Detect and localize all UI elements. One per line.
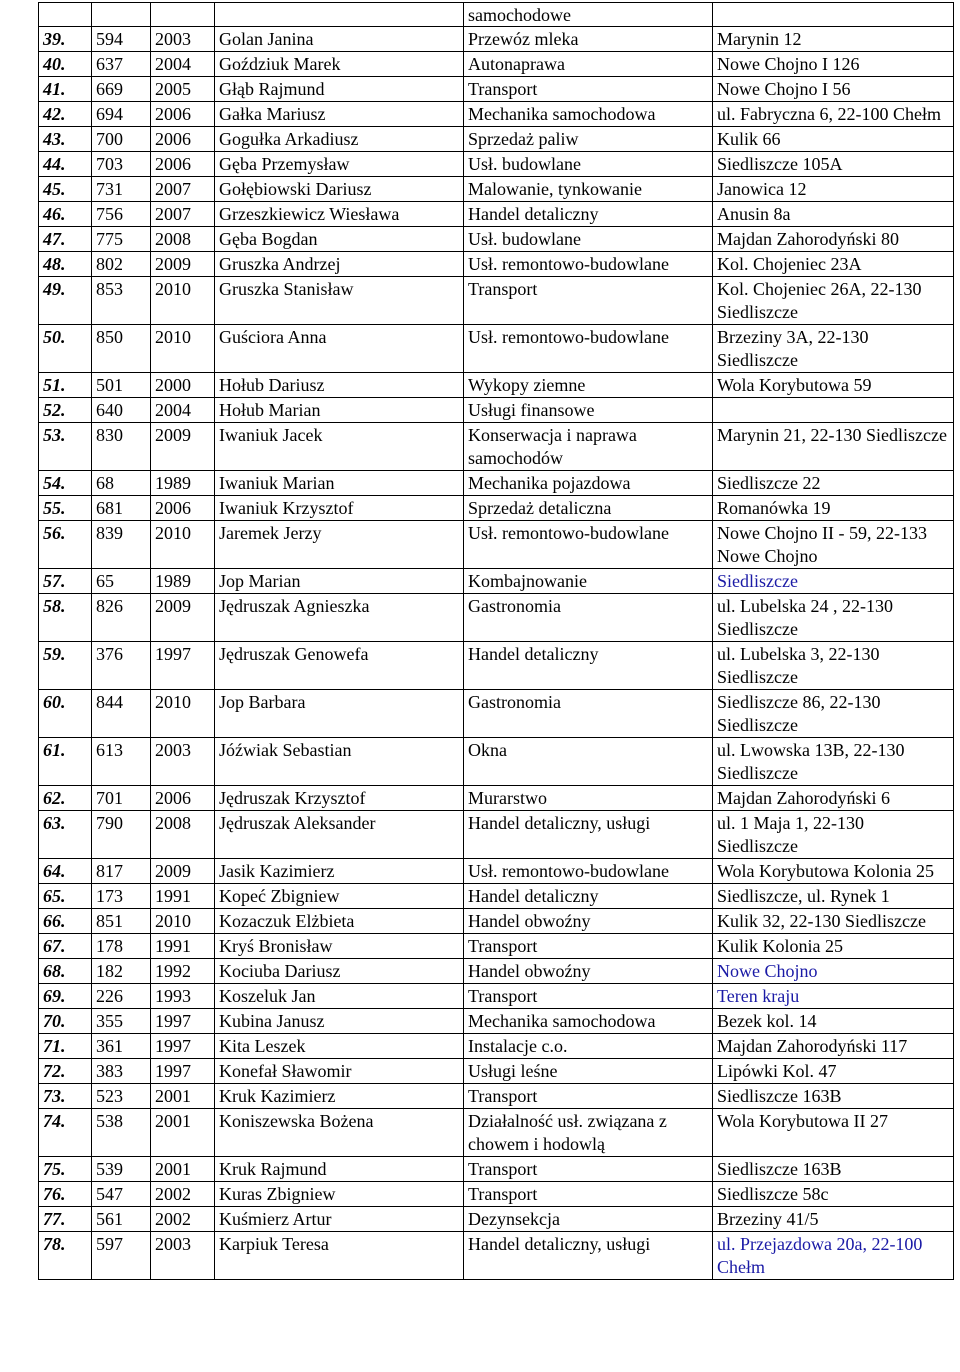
address-cell: Teren kraju (713, 984, 954, 1009)
lp-cell: 44. (39, 152, 92, 177)
name-cell: Gęba Bogdan (215, 227, 464, 252)
year-cell: 2002 (151, 1182, 215, 1207)
number-cell: 853 (92, 277, 151, 325)
activity-cell: Usługi leśne (464, 1059, 713, 1084)
address-cell: ul. Lubelska 3, 22-130 Siedliszcze (713, 642, 954, 690)
year-cell: 2010 (151, 521, 215, 569)
document-page (38, 2, 953, 1280)
year-cell: 1993 (151, 984, 215, 1009)
lp-cell: 76. (39, 1182, 92, 1207)
table-row (39, 1059, 954, 1084)
number-cell: 361 (92, 1034, 151, 1059)
number-cell: 640 (92, 398, 151, 423)
table-row (39, 984, 954, 1009)
lp-cell: 47. (39, 227, 92, 252)
activity-cell: samochodowe (464, 3, 713, 27)
activity-cell: Instalacje c.o. (464, 1034, 713, 1059)
activity-cell: Wykopy ziemne (464, 373, 713, 398)
activity-cell: Transport (464, 1084, 713, 1109)
number-cell: 523 (92, 1084, 151, 1109)
number-cell: 561 (92, 1207, 151, 1232)
name-cell: Iwaniuk Krzysztof (215, 496, 464, 521)
table-row (39, 102, 954, 127)
number-cell: 839 (92, 521, 151, 569)
name-cell: Gołębiowski Dariusz (215, 177, 464, 202)
table-row (39, 252, 954, 277)
address-cell: Nowe Chojno I 56 (713, 77, 954, 102)
address-cell: Majdan Zahorodyński 6 (713, 786, 954, 811)
activity-cell: Kombajnowanie (464, 569, 713, 594)
activity-cell: Handel detaliczny (464, 642, 713, 690)
number-cell: 226 (92, 984, 151, 1009)
number-cell: 700 (92, 127, 151, 152)
address-cell: Romanówka 19 (713, 496, 954, 521)
number-cell: 613 (92, 738, 151, 786)
lp-cell: 77. (39, 1207, 92, 1232)
year-cell: 2003 (151, 27, 215, 52)
address-cell: Bezek kol. 14 (713, 1009, 954, 1034)
lp-cell: 39. (39, 27, 92, 52)
activity-cell: Handel detaliczny (464, 202, 713, 227)
activity-cell: Handel detaliczny, usługi (464, 1232, 713, 1280)
name-cell: Iwaniuk Marian (215, 471, 464, 496)
activity-cell: Usł. budowlane (464, 152, 713, 177)
lp-cell: 75. (39, 1157, 92, 1182)
activity-cell: Transport (464, 1182, 713, 1207)
table-row (39, 859, 954, 884)
address-cell: Nowe Chojno (713, 959, 954, 984)
year-cell: 2009 (151, 252, 215, 277)
table-row (39, 934, 954, 959)
year-cell: 2007 (151, 202, 215, 227)
activity-cell: Transport (464, 77, 713, 102)
table-row (39, 909, 954, 934)
address-cell: Majdan Zahorodyński 80 (713, 227, 954, 252)
name-cell: Kita Leszek (215, 1034, 464, 1059)
address-cell: Nowe Chojno I 126 (713, 52, 954, 77)
address-cell: Marynin 12 (713, 27, 954, 52)
address-cell: Lipówki Kol. 47 (713, 1059, 954, 1084)
lp-cell: 43. (39, 127, 92, 152)
table-row (39, 227, 954, 252)
table-row (39, 1182, 954, 1207)
address-cell: ul. Lubelska 24 , 22-130 Siedliszcze (713, 594, 954, 642)
address-cell: Kulik Kolonia 25 (713, 934, 954, 959)
table-row (39, 1034, 954, 1059)
name-cell: Gęba Przemysław (215, 152, 464, 177)
table-row (39, 398, 954, 423)
name-cell: Kruk Rajmund (215, 1157, 464, 1182)
lp-cell: 62. (39, 786, 92, 811)
number-cell: 355 (92, 1009, 151, 1034)
number-cell: 637 (92, 52, 151, 77)
name-cell: Kuras Zbigniew (215, 1182, 464, 1207)
activity-cell: Usł. remontowo-budowlane (464, 521, 713, 569)
number-cell: 501 (92, 373, 151, 398)
table-row (39, 52, 954, 77)
name-cell: Jóźwiak Sebastian (215, 738, 464, 786)
lp-cell: 41. (39, 77, 92, 102)
name-cell: Jasik Kazimierz (215, 859, 464, 884)
continuation-row (39, 3, 954, 27)
lp-cell: 70. (39, 1009, 92, 1034)
year-cell: 1997 (151, 1059, 215, 1084)
address-cell: Siedliszcze 105A (713, 152, 954, 177)
activity-cell: Gastronomia (464, 690, 713, 738)
activity-cell: Działalność usł. związana z chowem i hodowlą (464, 1109, 713, 1157)
name-cell: Karpiuk Teresa (215, 1232, 464, 1280)
name-cell: Hołub Marian (215, 398, 464, 423)
lp-cell: 58. (39, 594, 92, 642)
address-cell: Anusin 8a (713, 202, 954, 227)
year-cell: 1991 (151, 884, 215, 909)
number-cell: 851 (92, 909, 151, 934)
lp-cell: 61. (39, 738, 92, 786)
lp-cell: 65. (39, 884, 92, 909)
lp-cell: 52. (39, 398, 92, 423)
name-cell: Iwaniuk Jacek (215, 423, 464, 471)
table-row (39, 202, 954, 227)
number-cell: 731 (92, 177, 151, 202)
year-cell: 2010 (151, 909, 215, 934)
lp-cell: 48. (39, 252, 92, 277)
name-cell: Jop Marian (215, 569, 464, 594)
number-cell: 669 (92, 77, 151, 102)
table-row (39, 959, 954, 984)
address-cell: Janowica 12 (713, 177, 954, 202)
address-cell: Wola Korybutowa Kolonia 25 (713, 859, 954, 884)
lp-cell: 74. (39, 1109, 92, 1157)
table-row (39, 152, 954, 177)
lp-cell: 56. (39, 521, 92, 569)
year-cell: 2006 (151, 102, 215, 127)
lp-cell: 54. (39, 471, 92, 496)
year-cell: 2009 (151, 594, 215, 642)
lp-cell: 60. (39, 690, 92, 738)
activity-cell: Transport (464, 277, 713, 325)
lp-cell: 71. (39, 1034, 92, 1059)
name-cell: Kociuba Dariusz (215, 959, 464, 984)
name-cell: Jędruszak Agnieszka (215, 594, 464, 642)
lp-cell (39, 3, 92, 27)
name-cell: Gałka Mariusz (215, 102, 464, 127)
lp-cell: 45. (39, 177, 92, 202)
number-cell: 830 (92, 423, 151, 471)
year-cell: 2008 (151, 811, 215, 859)
address-cell: Wola Korybutowa II 27 (713, 1109, 954, 1157)
activity-cell: Malowanie, tynkowanie (464, 177, 713, 202)
number-cell: 850 (92, 325, 151, 373)
table-row (39, 496, 954, 521)
lp-cell: 78. (39, 1232, 92, 1280)
name-cell: Guściora Anna (215, 325, 464, 373)
name-cell: Jędruszak Aleksander (215, 811, 464, 859)
number-cell: 65 (92, 569, 151, 594)
name-cell: Koniszewska Bożena (215, 1109, 464, 1157)
number-cell: 594 (92, 27, 151, 52)
activity-cell: Transport (464, 984, 713, 1009)
activity-cell: Handel obwoźny (464, 959, 713, 984)
activity-cell: Handel detaliczny (464, 884, 713, 909)
address-cell: Kulik 32, 22-130 Siedliszcze (713, 909, 954, 934)
activity-cell: Usł. remontowo-budowlane (464, 325, 713, 373)
activity-cell: Dezynsekcja (464, 1207, 713, 1232)
address-cell: Marynin 21, 22-130 Siedliszcze (713, 423, 954, 471)
year-cell: 2006 (151, 127, 215, 152)
year-cell: 2008 (151, 227, 215, 252)
table-row (39, 1084, 954, 1109)
table-row (39, 1157, 954, 1182)
lp-cell: 69. (39, 984, 92, 1009)
name-cell: Kopeć Zbigniew (215, 884, 464, 909)
name-cell: Kubina Janusz (215, 1009, 464, 1034)
number-cell: 539 (92, 1157, 151, 1182)
table-row (39, 811, 954, 859)
lp-cell: 42. (39, 102, 92, 127)
activity-cell: Handel obwoźny (464, 909, 713, 934)
address-cell: Brzeziny 41/5 (713, 1207, 954, 1232)
number-cell: 790 (92, 811, 151, 859)
activity-cell: Autonaprawa (464, 52, 713, 77)
number-cell: 538 (92, 1109, 151, 1157)
business-registry-table (38, 2, 954, 1280)
address-cell: Siedliszcze (713, 569, 954, 594)
table-row (39, 277, 954, 325)
activity-cell: Okna (464, 738, 713, 786)
number-cell: 756 (92, 202, 151, 227)
lp-cell: 49. (39, 277, 92, 325)
activity-cell: Murarstwo (464, 786, 713, 811)
address-cell: Siedliszcze 163B (713, 1157, 954, 1182)
number-cell: 802 (92, 252, 151, 277)
number-cell: 775 (92, 227, 151, 252)
name-cell: Koszeluk Jan (215, 984, 464, 1009)
address-cell (713, 398, 954, 423)
year-cell: 2001 (151, 1157, 215, 1182)
table-row (39, 1009, 954, 1034)
number-cell: 597 (92, 1232, 151, 1280)
address-cell: Siedliszcze, ul. Rynek 1 (713, 884, 954, 909)
table-row (39, 127, 954, 152)
number-cell: 701 (92, 786, 151, 811)
table-row (39, 471, 954, 496)
year-cell: 2007 (151, 177, 215, 202)
number-cell: 178 (92, 934, 151, 959)
table-row (39, 373, 954, 398)
activity-cell: Mechanika pojazdowa (464, 471, 713, 496)
name-cell: Gruszka Stanisław (215, 277, 464, 325)
activity-cell: Usł. budowlane (464, 227, 713, 252)
number-cell: 681 (92, 496, 151, 521)
year-cell: 2009 (151, 859, 215, 884)
number-cell: 547 (92, 1182, 151, 1207)
lp-cell: 64. (39, 859, 92, 884)
name-cell: Gruszka Andrzej (215, 252, 464, 277)
name-cell: Kryś Bronisław (215, 934, 464, 959)
year-cell: 2010 (151, 277, 215, 325)
activity-cell: Usługi finansowe (464, 398, 713, 423)
year-cell: 2006 (151, 496, 215, 521)
table-row (39, 177, 954, 202)
year-cell: 2010 (151, 325, 215, 373)
year-cell: 1997 (151, 1034, 215, 1059)
name-cell: Hołub Dariusz (215, 373, 464, 398)
lp-cell: 51. (39, 373, 92, 398)
year-cell: 1989 (151, 569, 215, 594)
year-cell: 2004 (151, 52, 215, 77)
year-cell: 1989 (151, 471, 215, 496)
lp-cell: 55. (39, 496, 92, 521)
name-cell: Konefał Sławomir (215, 1059, 464, 1084)
name-cell: Golan Janina (215, 27, 464, 52)
table-row (39, 642, 954, 690)
table-row (39, 1232, 954, 1280)
activity-cell: Konserwacja i naprawa samochodów (464, 423, 713, 471)
number-cell: 182 (92, 959, 151, 984)
number-cell: 383 (92, 1059, 151, 1084)
activity-cell: Transport (464, 1157, 713, 1182)
year-cell: 1991 (151, 934, 215, 959)
lp-cell: 53. (39, 423, 92, 471)
address-cell: Siedliszcze 58c (713, 1182, 954, 1207)
table-row (39, 738, 954, 786)
name-cell: Kruk Kazimierz (215, 1084, 464, 1109)
table-row (39, 1109, 954, 1157)
number-cell: 376 (92, 642, 151, 690)
name-cell: Jędruszak Genowefa (215, 642, 464, 690)
year-cell: 2003 (151, 738, 215, 786)
lp-cell: 63. (39, 811, 92, 859)
table-row (39, 423, 954, 471)
address-cell: Kol. Chojeniec 26A, 22-130 Siedliszcze (713, 277, 954, 325)
year-cell: 2005 (151, 77, 215, 102)
table-row (39, 27, 954, 52)
address-cell: ul. Lwowska 13B, 22-130 Siedliszcze (713, 738, 954, 786)
year-cell: 2009 (151, 423, 215, 471)
lp-cell: 66. (39, 909, 92, 934)
activity-cell: Gastronomia (464, 594, 713, 642)
activity-cell: Handel detaliczny, usługi (464, 811, 713, 859)
number-cell: 694 (92, 102, 151, 127)
lp-cell: 59. (39, 642, 92, 690)
year-cell: 2003 (151, 1232, 215, 1280)
lp-cell: 57. (39, 569, 92, 594)
table-row (39, 77, 954, 102)
address-cell: Wola Korybutowa 59 (713, 373, 954, 398)
address-cell: ul. Fabryczna 6, 22-100 Chełm (713, 102, 954, 127)
address-cell: Majdan Zahorodyński 117 (713, 1034, 954, 1059)
name-cell: Jop Barbara (215, 690, 464, 738)
number-cell: 703 (92, 152, 151, 177)
table-row (39, 569, 954, 594)
number-cell: 68 (92, 471, 151, 496)
address-cell: ul. 1 Maja 1, 22-130 Siedliszcze (713, 811, 954, 859)
address-cell: Brzeziny 3A, 22-130 Siedliszcze (713, 325, 954, 373)
year-cell: 2004 (151, 398, 215, 423)
activity-cell: Mechanika samochodowa (464, 102, 713, 127)
table-row (39, 884, 954, 909)
activity-cell: Transport (464, 934, 713, 959)
table-row (39, 690, 954, 738)
year-cell: 2002 (151, 1207, 215, 1232)
name-cell: Kuśmierz Artur (215, 1207, 464, 1232)
lp-cell: 46. (39, 202, 92, 227)
year-cell: 2001 (151, 1109, 215, 1157)
table-row (39, 786, 954, 811)
number-cell: 844 (92, 690, 151, 738)
year-cell: 2000 (151, 373, 215, 398)
address-cell: Siedliszcze 22 (713, 471, 954, 496)
lp-cell: 50. (39, 325, 92, 373)
year-cell: 1992 (151, 959, 215, 984)
table-row (39, 1207, 954, 1232)
name-cell: Grzeszkiewicz Wiesława (215, 202, 464, 227)
number-cell: 817 (92, 859, 151, 884)
table-row (39, 325, 954, 373)
year-cell: 1997 (151, 1009, 215, 1034)
address-cell: Nowe Chojno II - 59, 22-133 Nowe Chojno (713, 521, 954, 569)
year-cell: 2006 (151, 786, 215, 811)
number-cell: 826 (92, 594, 151, 642)
activity-cell: Sprzedaż detaliczna (464, 496, 713, 521)
address-cell: Kol. Chojeniec 23A (713, 252, 954, 277)
lp-cell: 68. (39, 959, 92, 984)
table-row (39, 594, 954, 642)
activity-cell: Usł. remontowo-budowlane (464, 252, 713, 277)
table-row (39, 521, 954, 569)
address-cell: Kulik 66 (713, 127, 954, 152)
activity-cell: Sprzedaż paliw (464, 127, 713, 152)
name-cell: Jędruszak Krzysztof (215, 786, 464, 811)
activity-cell: Mechanika samochodowa (464, 1009, 713, 1034)
lp-cell: 73. (39, 1084, 92, 1109)
number-cell: 173 (92, 884, 151, 909)
address-cell: Siedliszcze 163B (713, 1084, 954, 1109)
year-cell: 2001 (151, 1084, 215, 1109)
name-cell: Głąb Rajmund (215, 77, 464, 102)
activity-cell: Przewóz mleka (464, 27, 713, 52)
lp-cell: 40. (39, 52, 92, 77)
year-cell: 2006 (151, 152, 215, 177)
year-cell: 1997 (151, 642, 215, 690)
name-cell: Gogułka Arkadiusz (215, 127, 464, 152)
address-cell: Siedliszcze 86, 22-130 Siedliszcze (713, 690, 954, 738)
activity-cell: Usł. remontowo-budowlane (464, 859, 713, 884)
address-cell: ul. Przejazdowa 20a, 22-100 Chełm (713, 1232, 954, 1280)
year-cell: 2010 (151, 690, 215, 738)
name-cell: Jaremek Jerzy (215, 521, 464, 569)
name-cell: Kozaczuk Elżbieta (215, 909, 464, 934)
lp-cell: 72. (39, 1059, 92, 1084)
lp-cell: 67. (39, 934, 92, 959)
name-cell: Goździuk Marek (215, 52, 464, 77)
